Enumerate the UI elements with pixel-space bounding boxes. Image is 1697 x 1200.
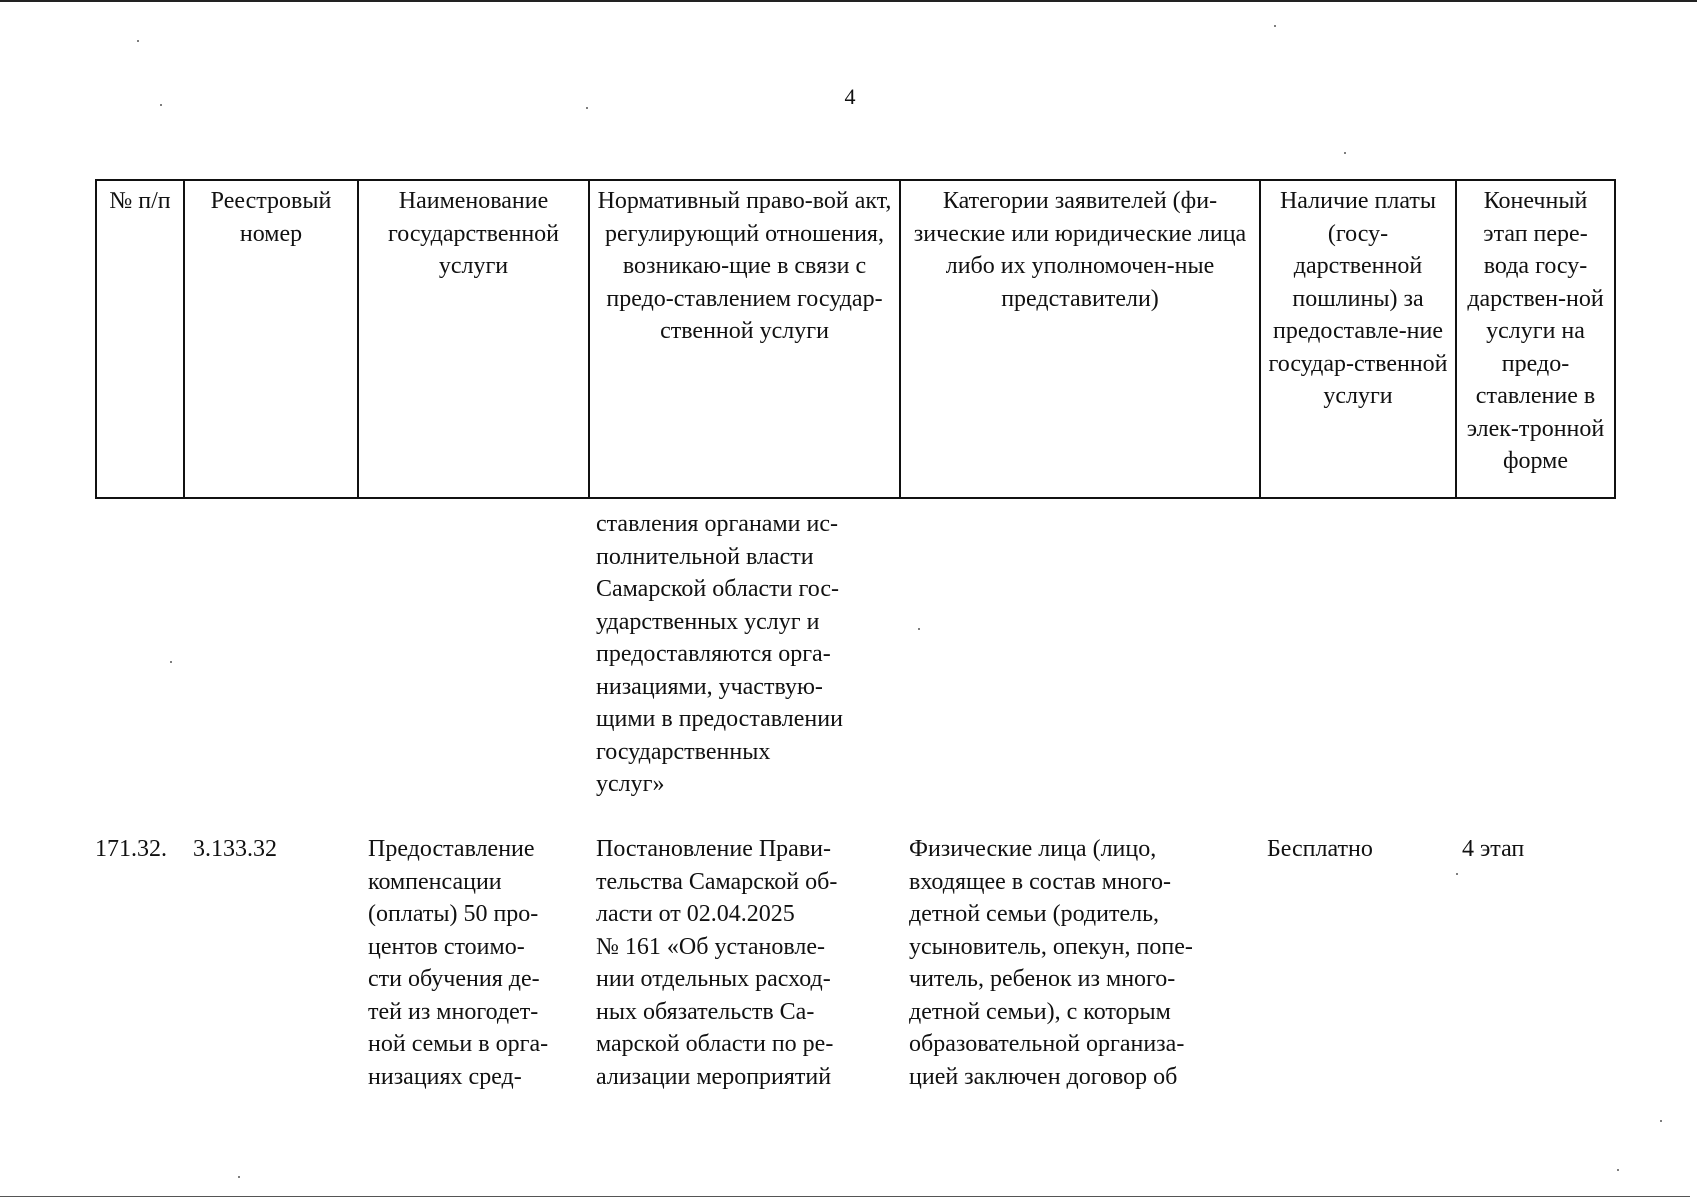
top-scan-rule bbox=[0, 0, 1697, 2]
continuation-line: щими в предоставлении bbox=[596, 706, 843, 732]
legal-act-continuation bbox=[596, 508, 886, 801]
applicants-line: входящее в состав много- bbox=[909, 868, 1172, 895]
legal-act-line: нии отдельных расход- bbox=[596, 966, 831, 992]
scan-speck bbox=[137, 40, 139, 42]
page-number: 4 bbox=[844, 84, 856, 109]
header-registry-number: Реестровый номер bbox=[184, 180, 358, 498]
header-applicant-categories: Категории заявителей (фи-зические или юридические лица либо их уполномочен-ные представители) bbox=[900, 180, 1260, 498]
row-service-name bbox=[368, 833, 581, 1093]
legal-act-line: ласти от 02.04.2025 bbox=[596, 901, 795, 927]
continuation-line: ставления органами ис- bbox=[596, 511, 838, 537]
legal-act-line: ализации мероприятий bbox=[596, 1063, 832, 1090]
row-fee: Бесплатно bbox=[1267, 836, 1373, 862]
service-name-line: сти обучения де- bbox=[368, 966, 540, 992]
applicants-line: усыновитель, опекун, попе- bbox=[909, 933, 1193, 960]
service-name-line: центов стоимо- bbox=[368, 933, 525, 960]
continuation-line: государственных bbox=[596, 738, 771, 765]
bottom-scan-rule bbox=[0, 1196, 1690, 1197]
header-final-stage: Конечный этап пере-вода госу-дарствен-ной услуги на предо-ставление в элек-тронной форме bbox=[1456, 180, 1615, 498]
legal-act-line: марской области по ре- bbox=[596, 1031, 834, 1057]
applicants-line: образовательной организа- bbox=[909, 1031, 1185, 1057]
row-legal-act bbox=[596, 833, 888, 1093]
scan-speck bbox=[1456, 873, 1458, 875]
service-name-line: Предоставление bbox=[368, 836, 535, 862]
applicants-line: читель, ребенок из много- bbox=[909, 966, 1176, 992]
scan-speck bbox=[918, 628, 920, 630]
continuation-line: полнительной власти bbox=[596, 543, 814, 570]
scan-speck bbox=[170, 661, 172, 663]
scan-speck bbox=[238, 1176, 240, 1178]
service-name-line: компенсации bbox=[368, 868, 502, 895]
scan-speck bbox=[1660, 1120, 1662, 1122]
legal-act-line: Постановление Прави- bbox=[596, 836, 831, 862]
row-registry-number: 3.133.32 bbox=[193, 836, 277, 862]
continuation-line: услуг» bbox=[596, 771, 665, 797]
applicants-line: цией заключен договор об bbox=[909, 1063, 1178, 1090]
scan-speck bbox=[160, 104, 162, 106]
header-number: № п/п bbox=[96, 180, 184, 498]
applicants-line: детной семьи (родитель, bbox=[909, 901, 1160, 927]
applicants-line: детной семьи), с которым bbox=[909, 998, 1171, 1025]
service-name-line: ной семьи в орга- bbox=[368, 1031, 549, 1057]
legal-act-line: тельства Самарской об- bbox=[596, 868, 838, 895]
header-fee: Наличие платы (госу-дарственной пошлины) за предоставле-ние государ-ственной услуги bbox=[1260, 180, 1456, 498]
scan-speck bbox=[1617, 1169, 1619, 1171]
continuation-line: ударственных услуг и bbox=[596, 608, 820, 635]
service-name-line: тей из многодет- bbox=[368, 998, 539, 1025]
row-applicant-categories bbox=[909, 833, 1247, 1093]
scan-speck bbox=[1344, 152, 1346, 154]
scan-speck bbox=[586, 107, 588, 109]
continuation-line: Самарской области гос- bbox=[596, 576, 839, 602]
applicants-line: Физические лица (лицо, bbox=[909, 836, 1157, 862]
continuation-line: предоставляются орга- bbox=[596, 641, 831, 667]
scan-speck bbox=[1274, 25, 1276, 27]
continuation-line: низациями, участвую- bbox=[596, 673, 823, 700]
legal-act-line: № 161 «Об установле- bbox=[596, 933, 826, 960]
service-name-line: низациях сред- bbox=[368, 1063, 522, 1090]
row-number: 171.32. bbox=[95, 836, 167, 862]
services-table-header bbox=[95, 179, 1616, 499]
row-final-stage: 4 этап bbox=[1462, 836, 1525, 862]
legal-act-line: ных обязательств Са- bbox=[596, 998, 815, 1025]
table-header-row bbox=[96, 180, 1615, 498]
service-name-line: (оплаты) 50 про- bbox=[368, 901, 539, 927]
header-service-name: Наименование государственной услуги bbox=[358, 180, 589, 498]
header-legal-act: Нормативный право-вой акт, регулирующий отношения, возникаю-щие в связи с предо-ставлением государ-ственной услуги bbox=[589, 180, 900, 498]
